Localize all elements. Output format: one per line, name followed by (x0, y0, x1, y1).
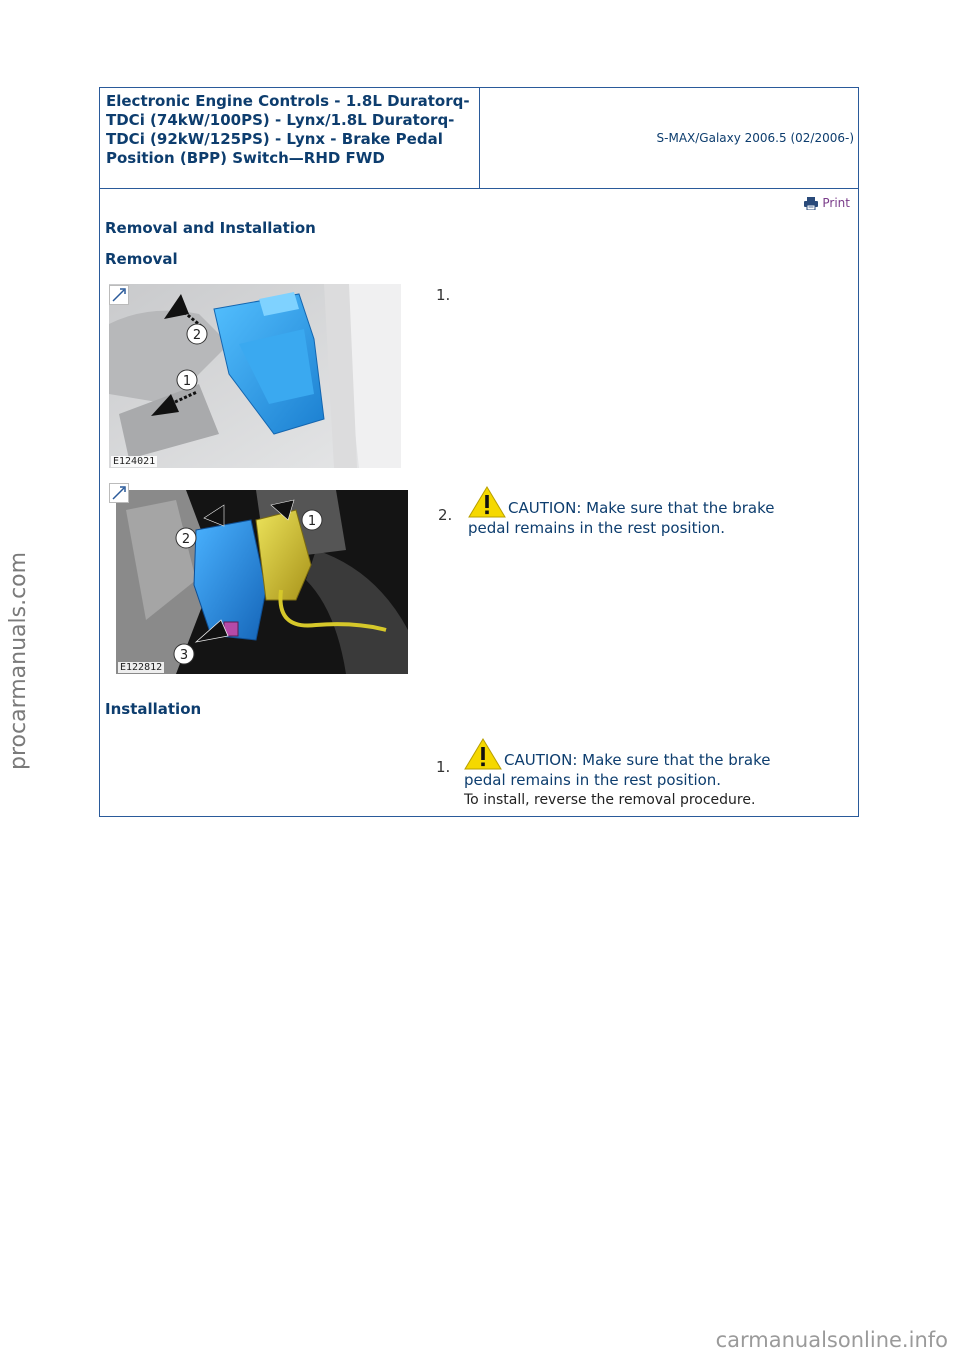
page-title: Electronic Engine Controls - 1.8L Duratorq-TDCi (74kW/100PS) - Lynx/1.8L Duratorq-TDCi (92kW/125PS) - Lynx - Brake Pedal Position (BPP) Switch—RHD FWD (106, 92, 470, 167)
caution-text: CAUTION: Make sure that the brake pedal remains in the rest position. (468, 499, 775, 537)
print-button[interactable] (804, 196, 850, 210)
step-number: 1. (436, 758, 451, 776)
callout-3: 3 (179, 648, 189, 663)
install-note: To install, reverse the removal procedure. (464, 792, 756, 808)
figure-e122812[interactable] (116, 490, 408, 674)
section-heading-installation: Installation (105, 700, 202, 718)
figure-1-illustration (109, 284, 401, 468)
zoom-icon[interactable] (109, 483, 129, 503)
section-heading-removal: Removal (105, 250, 178, 268)
figure-label: E124021 (113, 456, 156, 467)
vehicle-model: S-MAX/Galaxy 2006.5 (02/2006-) (656, 131, 854, 145)
bottom-watermark: carmanualsonline.info (715, 1328, 948, 1352)
step-number: 1. (436, 286, 451, 304)
document-frame (99, 87, 859, 817)
model-cell (480, 88, 858, 188)
callout-1: 1 (307, 514, 317, 529)
print-icon (804, 197, 818, 210)
callout-2: 2 (192, 328, 202, 343)
step-number: 2. (438, 506, 453, 524)
removal-step-2 (438, 486, 808, 538)
callout-1: 1 (182, 374, 192, 389)
warning-icon (464, 738, 502, 770)
side-watermark: procarmanuals.com (6, 551, 31, 770)
section-heading-removal-installation: Removal and Installation (105, 219, 316, 237)
warning-icon (468, 486, 506, 518)
figure-label: E122812 (120, 662, 163, 673)
caution-text: CAUTION: Make sure that the brake pedal remains in the rest position. (464, 751, 771, 789)
title-cell (100, 88, 480, 188)
figure-e124021[interactable] (109, 284, 401, 468)
figure-2-illustration (116, 490, 408, 674)
header-table (100, 88, 858, 189)
installation-step-1 (436, 738, 808, 810)
print-label: Print (822, 196, 850, 210)
callout-2: 2 (181, 532, 191, 547)
zoom-icon[interactable] (109, 285, 129, 305)
